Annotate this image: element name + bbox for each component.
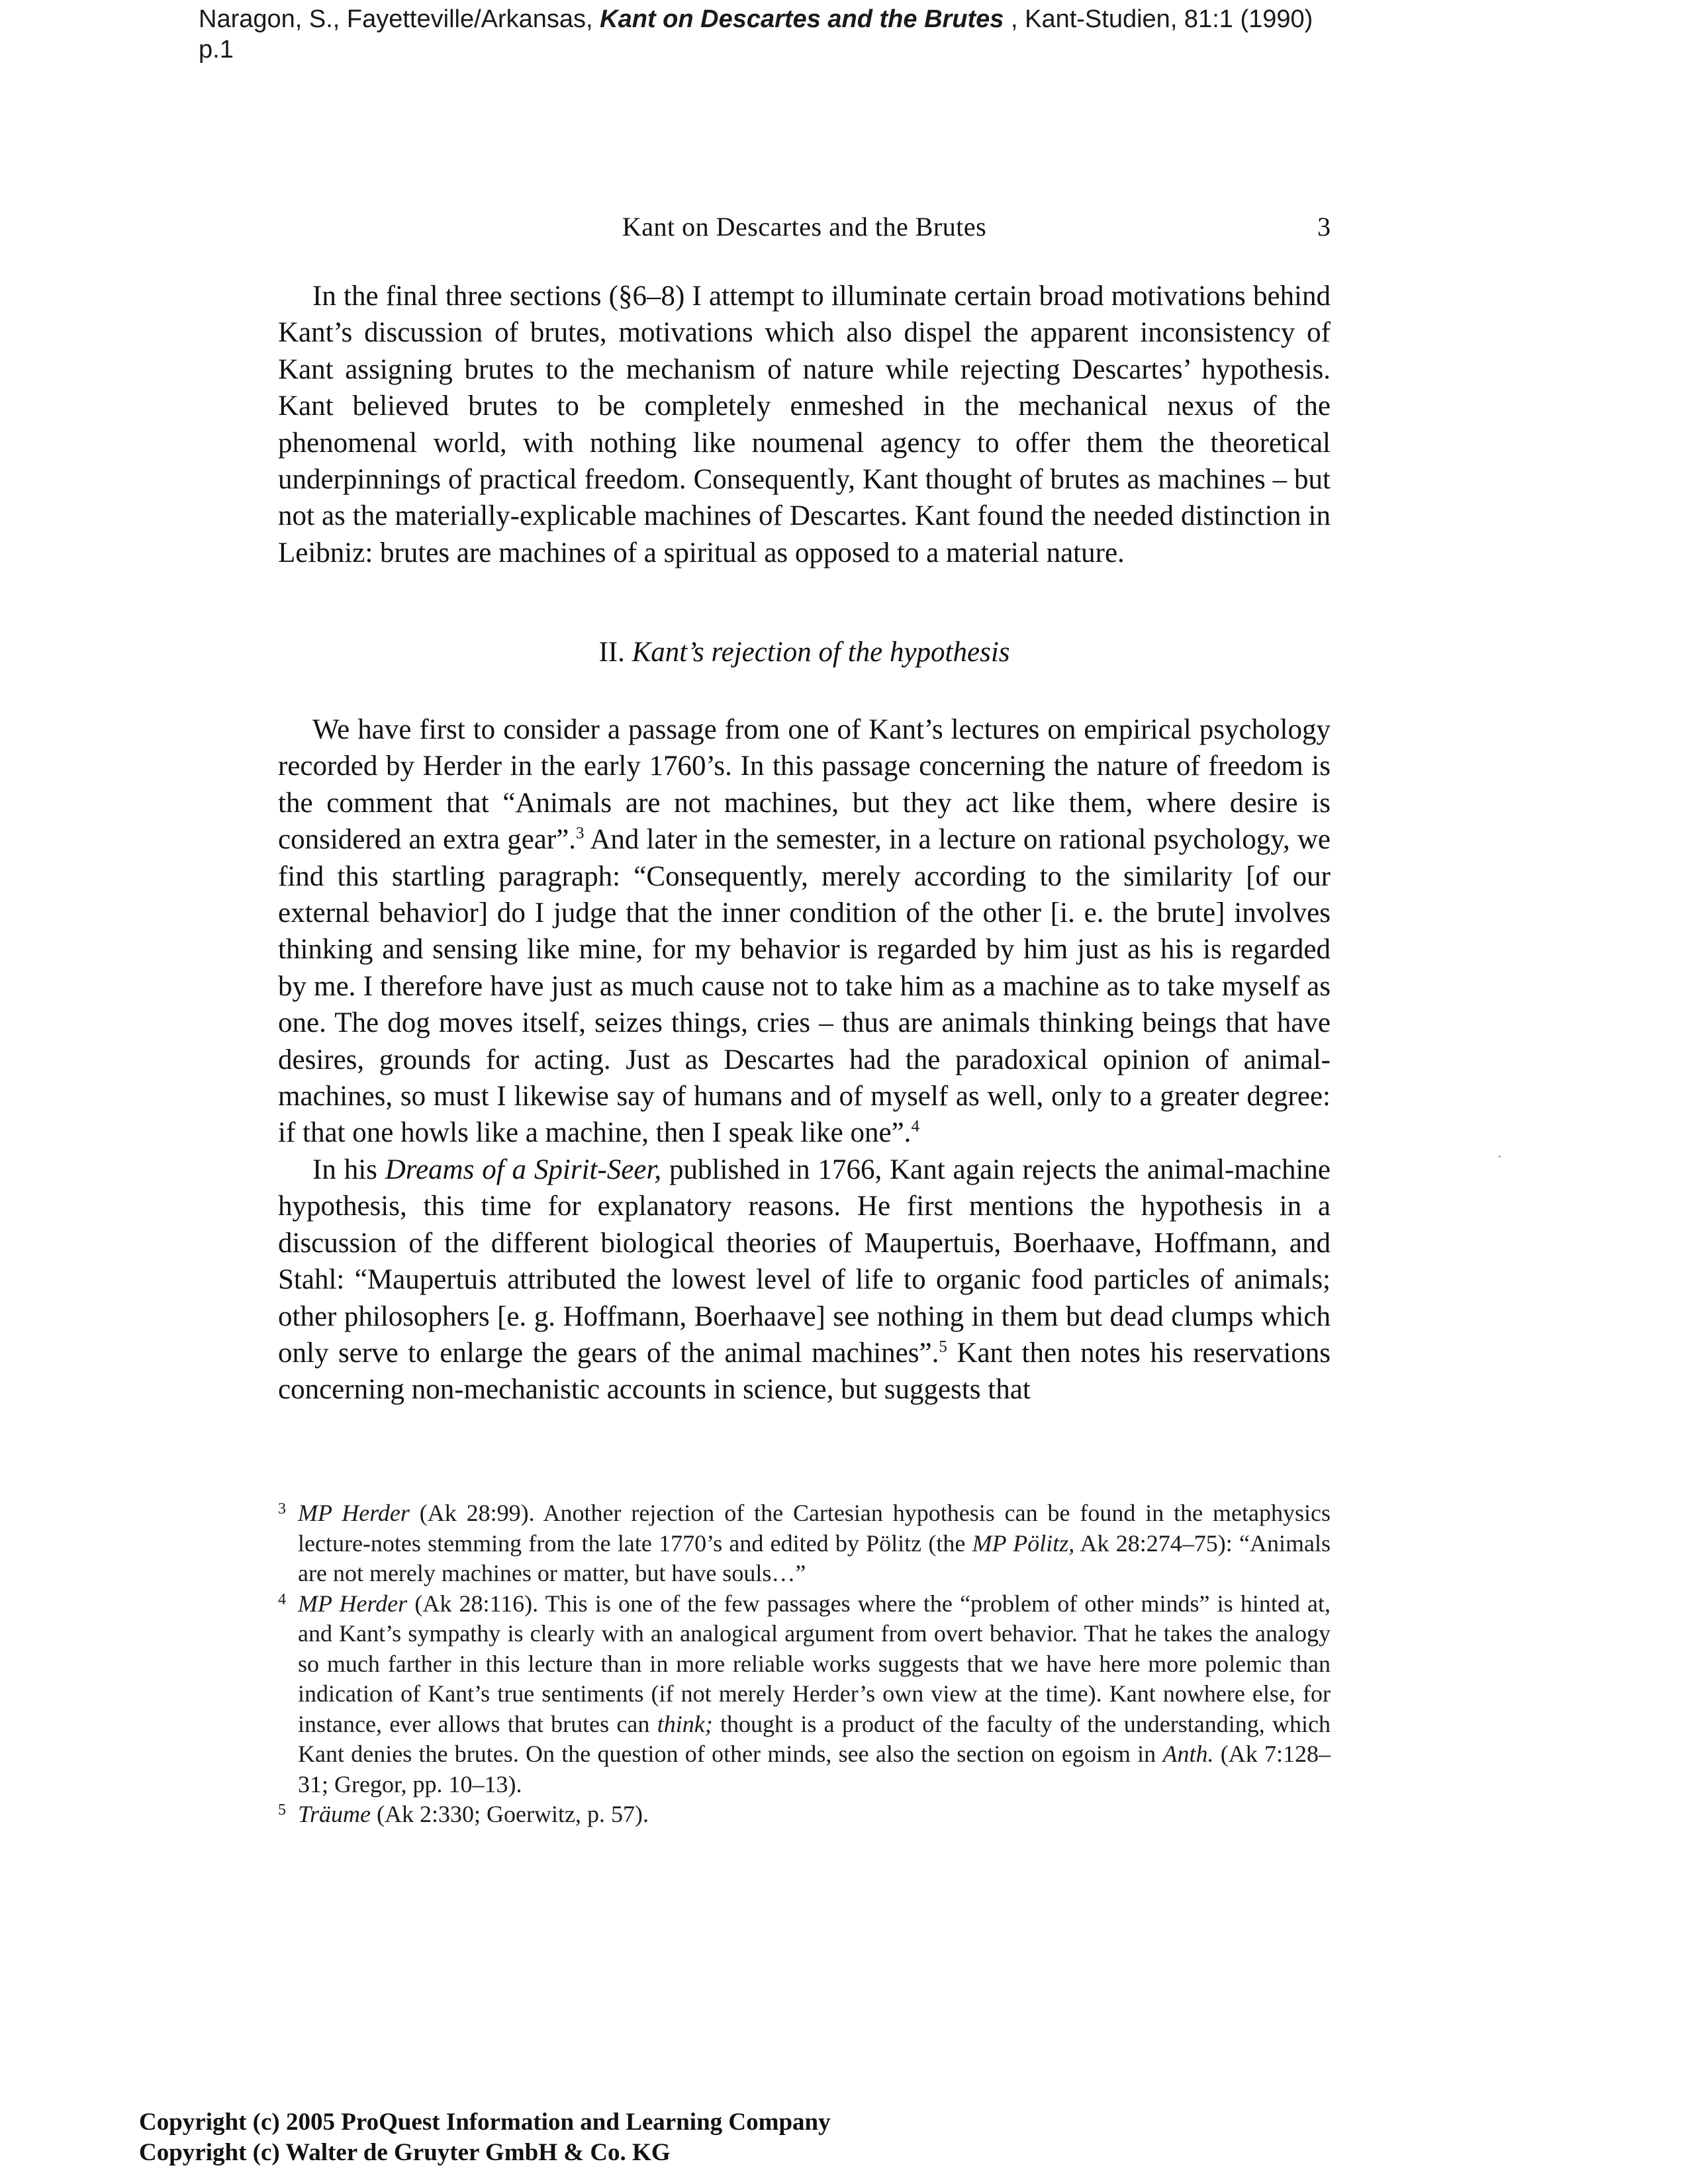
work-title: Dreams of a Spirit-Seer, [385, 1154, 662, 1185]
section-body [278, 711, 1331, 1408]
footnote-text: (Ak 7:128–31; Gregor, pp. 10–13). [298, 1741, 1331, 1797]
footnote-source: MP Herder [298, 1500, 410, 1526]
body-paragraph [278, 711, 1331, 1152]
footnote-ref: 4 [911, 1118, 919, 1136]
footnote-source: MP Pölitz, [972, 1529, 1075, 1557]
footnote-5 [278, 1799, 1331, 1830]
footnotes [278, 1498, 1331, 1830]
footnote-text: (Ak 28:99). Another rejection of the Cartesian hypothesis can be found in the metaphysics lecture-notes stemming from the late 1770’s and edited by Pölitz (the [298, 1500, 1331, 1557]
footnote-mark: 4 [278, 1590, 286, 1608]
running-head-title: Kant on Descartes and the Brutes [622, 212, 987, 242]
citation-page-label: p.1 [199, 36, 234, 64]
body-paragraph [278, 1152, 1331, 1408]
footnote-mark: 5 [278, 1801, 286, 1819]
footnote-source: Träume [298, 1801, 371, 1827]
footnote-emphasis: think; [657, 1710, 713, 1737]
copyright-line-1: Copyright (c) 2005 ProQuest Information and Learning Company [139, 2109, 831, 2136]
scan-speck [1499, 1156, 1501, 1158]
footnote-text: (Ak 2:330; Goerwitz, p. 57). [371, 1801, 649, 1827]
footnote-ref: 5 [939, 1338, 947, 1356]
citation-header [199, 4, 1589, 65]
copyright-line-2: Copyright (c) Walter de Gruyter GmbH & Co. KG [139, 2139, 671, 2166]
paragraph-text: We have first to consider a passage from one of Kant’s lectures on empirical psychology recorded by Herder in the early 1760’s. In this passage concerning the nature of freedom is the comment that “Animals are not machines, but they act like them, where desire is considered an extra gear”. [278, 714, 1331, 856]
paragraph-text: And later in the semester, in a lecture on rational psychology, we find this startling paragraph: “Consequently, merely according to the similarity [of our external behavior] do I judge that the inner condition of the other [i. e. the brute] involves thinking and sensing like mine, for my behavior is regarded by him just as his is regarded by me. I therefore have just as much cause not to take him as a machine as to take myself as one. The dog moves itself, seizes things, cries – thus are animals thinking beings that have desires, grounds for acting. Just as Descartes had the paradoxical opinion of animal-machines, so must I likewise say of humans and of myself as well, only to a greater degree: if that one howls like a machine, then I speak like one”. [278, 824, 1331, 1149]
footnote-4 [278, 1589, 1331, 1800]
intro-section [278, 278, 1331, 571]
citation-journal: , Kant-Studien, 81:1 (1990) [1004, 5, 1313, 33]
footnote-text: (Ak 28:116). This is one of the few passages where the “problem of other minds” is hinted at, and Kant’s sympathy is clearly with an analogical argument from overt behavior. That he takes the analogy so much farther in this lecture than in more reliable works suggests that we have here more polemic than indication of Kant’s true sentiments (if not merely Herder’s own view at the time). Kant nowhere else, for instance, ever allows that brutes can [298, 1590, 1331, 1737]
page-number: 3 [1317, 212, 1331, 242]
footnote-source: MP Herder [298, 1590, 408, 1617]
citation-line [199, 4, 1589, 34]
section-number: II. [598, 637, 625, 668]
footnote-mark: 3 [278, 1500, 286, 1518]
paragraph-text: Kant then notes his reservations concerning non-mechanistic accounts in science, but suggests that [278, 1337, 1331, 1406]
intro-paragraph: In the final three sections (§6–8) I attempt to illuminate certain broad motivations behind Kant’s discussion of brutes, motivations which also dispel the apparent inconsistency of Kant assigning brutes to the mechanism of nature while rejecting Descartes’ hypothesis. Kant believed brutes to be completely enmeshed in the mechanical nexus of the phenomenal world, with nothing like noumenal agency to offer them the theoretical underpinnings of practical freedom. Consequently, Kant thought of brutes as machines – but not as the materially-explicable machines of Descartes. Kant found the needed distinction in Leibniz: brutes are machines of a spiritual as opposed to a material nature. [278, 281, 1331, 569]
citation-authors: Naragon, S., Fayetteville/Arkansas, [199, 5, 600, 33]
footnote-source: Anth. [1162, 1741, 1214, 1767]
footnote-text: thought is a product of the faculty of the understanding, which Kant denies the brutes. On the question of other minds, see also the section on egoism in [298, 1710, 1331, 1767]
paragraph-text: In his [312, 1154, 385, 1185]
footnote-3 [278, 1498, 1331, 1589]
footnote-text: Ak 28:274–75): “Animals are not merely machines or matter, but have souls…” [298, 1529, 1331, 1586]
footnote-ref: 3 [576, 824, 585, 842]
citation-title: Kant on Descartes and the Brutes [600, 5, 1004, 33]
section-heading [278, 634, 1331, 670]
copyright-notice [139, 2107, 1264, 2168]
section-title: Kant’s rejection of the hypothesis [632, 637, 1010, 668]
paragraph-text: published in 1766, Kant again rejects the animal-machine hypothesis, this time for explanatory reasons. He first mentions the hypothesis in a discussion of the different biological theories of Maupertuis, Boerhaave, Hoffmann, and Stahl: “Maupertuis attributed the lowest level of life to organic food particles of animals; other philosophers [e. g. Hoffmann, Boerhaave] see nothing in them but dead clumps which only serve to enlarge the gears of the animal machines”. [278, 1154, 1331, 1369]
